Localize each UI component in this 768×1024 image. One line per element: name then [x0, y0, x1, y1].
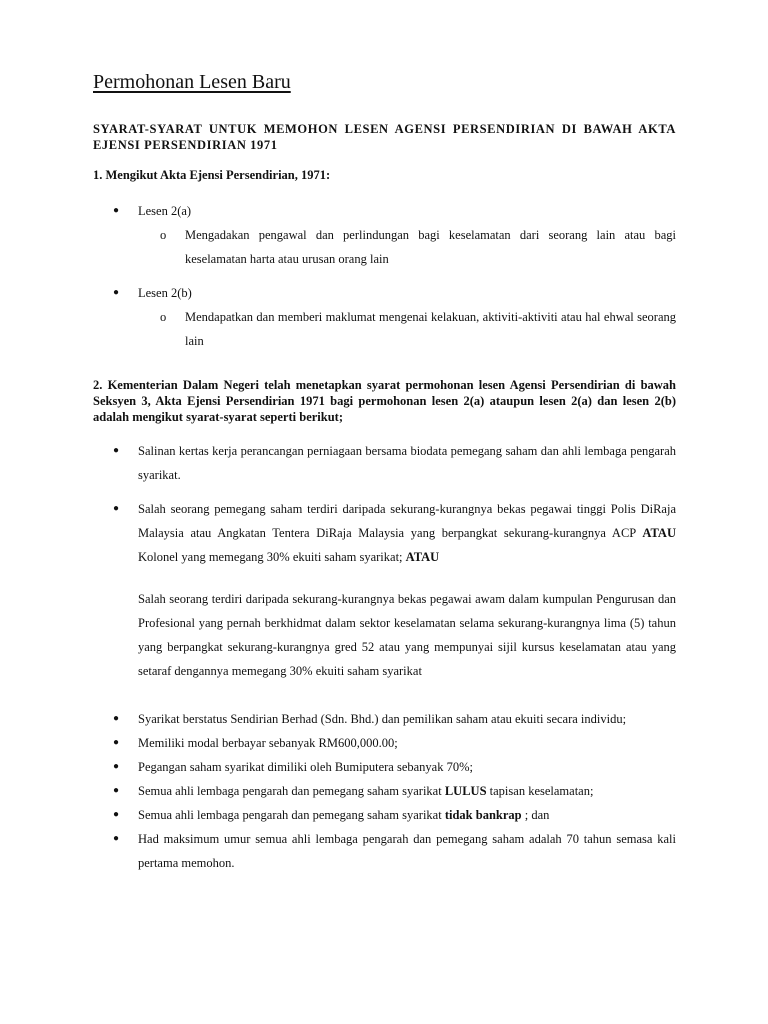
requirement-text-part: ; dan — [521, 808, 550, 822]
license-label: Lesen 2(a) — [138, 204, 192, 218]
section1-heading: 1. Mengikut Akta Ejensi Persendirian, 1971: — [93, 168, 331, 182]
list-item — [93, 803, 676, 827]
requirement-text: Pegangan saham syarikat dimiliki oleh Bumiputera sebanyak 70%; — [138, 760, 473, 774]
sub-item — [138, 223, 676, 271]
requirement-text-part: tapisan keselamatan; — [486, 784, 594, 798]
bullet-icon: ● — [113, 809, 120, 820]
document-page — [93, 70, 676, 875]
main-heading: SYARAT-SYARAT UNTUK MEMOHON LESEN AGENSI PERSENDIRIAN DI BAWAH AKTA EJENSI PERSENDIRIAN 1971 — [93, 122, 676, 152]
requirement-text-part: Semua ahli lembaga pengarah dan pemegang saham syarikat — [138, 808, 445, 822]
emphasis-text: tidak bankrap — [444, 808, 522, 822]
bullet-icon: ● — [113, 205, 120, 216]
section2-list — [93, 439, 676, 875]
requirement-text — [138, 803, 676, 827]
requirement-text: Memiliki modal berbayar sebanyak RM600,000.00; — [138, 736, 398, 750]
bullet-icon: ● — [113, 445, 120, 456]
sub-bullet-icon: o — [160, 228, 167, 242]
section2-heading: 2. Kementerian Dalam Negeri telah menetapkan syarat permohonan lesen Agensi Persendirian di bawah Seksyen 3, Akta Ejensi Persendirian 1971 bagi permohonan lesen 2(a) ataupun lesen 2(a) dan lesen 2(b) adalah mengikut syarat-syarat seperti berikut; — [93, 378, 676, 424]
list-item — [93, 281, 676, 305]
requirement-text — [138, 497, 676, 569]
bullet-icon: ● — [113, 761, 120, 772]
alternative-paragraph: Salah seorang terdiri daripada sekurang-kurangnya bekas pegawai awam dalam kumpulan Pengurusan dan Profesional yang pernah berkhidmat dalam sektor keselamatan selama sekurang-kurangnya lima (5) tahun yang berpangkat sekurang-kurangnya gred 52 atau yang mempunyai sijil kursus keselamatan atau yang setaraf dengannya memegang 30% ekuiti saham syarikat — [138, 592, 676, 678]
list-item — [93, 827, 676, 875]
requirement-text-part: Salah seorang pemegang saham terdiri daripada sekurang-kurangnya bekas pegawai tinggi Polis DiRaja Malaysia atau Angkatan Tentera DiRaja Malaysia yang berpangkat sekurang-kurangnya ACP — [138, 502, 676, 540]
list-item — [93, 779, 676, 803]
list-item — [93, 707, 676, 731]
requirement-text — [138, 779, 676, 803]
list-item — [93, 731, 676, 755]
requirement-text-part: Semua ahli lembaga pengarah dan pemegang saham syarikat — [138, 784, 445, 798]
requirement-text: Syarikat berstatus Sendirian Berhad (Sdn. Bhd.) dan pemilikan saham atau ekuiti secara individu; — [138, 712, 627, 726]
list-item — [93, 439, 676, 487]
list-item — [93, 199, 676, 223]
emphasis-text: ATAU — [642, 526, 676, 540]
section1-list — [93, 199, 676, 353]
page-title: Permohonan Lesen Baru — [93, 71, 291, 93]
emphasis-text: LULUS — [444, 784, 487, 798]
emphasis-text: ATAU — [405, 550, 440, 564]
bullet-icon: ● — [113, 785, 120, 796]
list-item — [93, 755, 676, 779]
sub-item — [138, 305, 676, 353]
bullet-icon: ● — [113, 737, 120, 748]
list-item — [93, 497, 676, 569]
bullet-icon: ● — [113, 833, 120, 844]
bullet-icon: ● — [113, 713, 120, 724]
bullet-icon: ● — [113, 503, 120, 514]
bullet-icon: ● — [113, 287, 120, 298]
requirement-text: Salinan kertas kerja perancangan perniagaan bersama biodata pemegang saham dan ahli lembaga pengarah syarikat. — [138, 444, 676, 482]
requirement-text: Had maksimum umur semua ahli lembaga pengarah dan pemegang saham adalah 70 tahun semasa kali pertama memohon. — [138, 832, 676, 870]
sub-item-text: Mendapatkan dan memberi maklumat mengenai kelakuan, aktiviti-aktiviti atau hal ehwal seorang lain — [185, 310, 676, 348]
sub-bullet-icon: o — [160, 310, 167, 324]
short-requirements — [93, 707, 676, 875]
requirement-text-part: Kolonel yang memegang 30% ekuiti saham syarikat; — [138, 550, 406, 564]
sub-item-text: Mengadakan pengawal dan perlindungan bagi keselamatan dari seorang lain atau bagi keselamatan harta atau urusan orang lain — [185, 228, 676, 266]
license-label: Lesen 2(b) — [138, 286, 192, 300]
